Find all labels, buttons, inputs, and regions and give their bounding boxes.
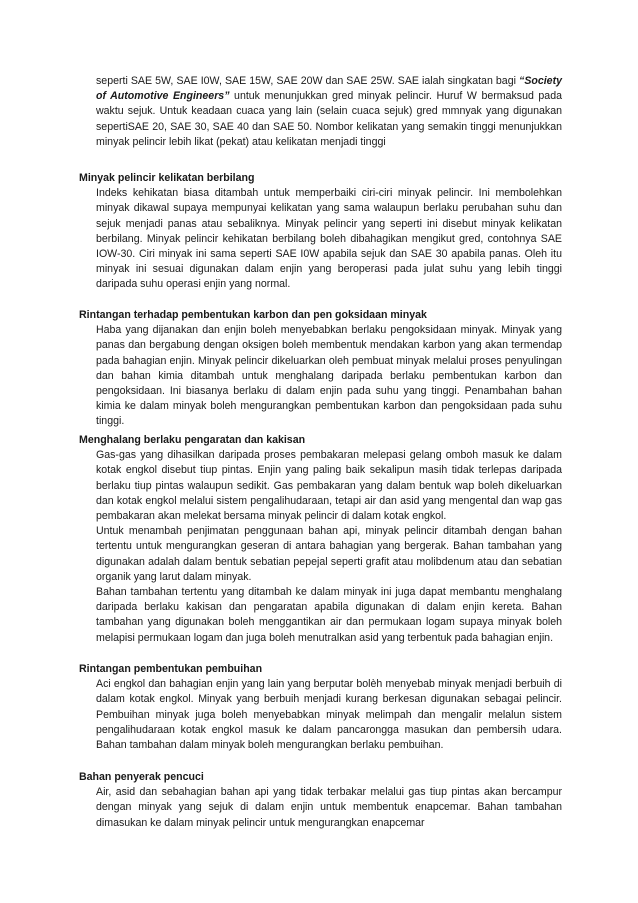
section-paragraph: Gas-gas yang dihasilkan daripada proses pembakaran melepasi gelang omboh masuk ke dalam kotak engkol disebut tiup pintas. Enjin yang paling baik sekalipun masih tidak terlepas daripada berlaku tiup pintas walaupun sedikit. Gas pembakaran yang dalam bentuk wap boleh dikeluarkan dan kotak engkol melalui sistem pengalihudaraan, tetapi air dan asid yang mengental dan wap gas pembakaran akan melekat bersama minyak pelincir di dalam kotak engkol. [96, 449, 562, 523]
section-paragraph: Untuk menambah penjimatan penggunaan bahan api, minyak pelincir ditambah dengan bahan tertentu untuk mengurangkan geseran di antara bahagian yang bergerak. Bahan tambahan yang digunakan adalah dalam bentuk sebatian pepejal seperti grafit atau molibdenum atau dan sebatian organik yang larut dalam minyak. [96, 525, 562, 583]
section-heading: Rintangan terhadap pembentukan karbon dan pen goksidaan minyak [79, 309, 427, 321]
intro-text [96, 74, 562, 150]
section-heading: Bahan penyerak pencuci [79, 771, 204, 783]
section-paragraph: Haba yang dijanakan dan enjin boleh menyebabkan berlaku pengoksidaan minyak. Minyak yang panas dan bergabung dengan oksigen boleh membentuk mendakan karbon yang akan termendap pada bahagian enjin. Minyak pelincir dikeluarkan oleh pembuat minyak melalui proses penyulingan dan bahan kimia ditambah untuk menghalang daripada berlaku pembentukan karbon dan pengoksidaan. Ini biasanya berlaku di dalam enjin pada suhu yang tinggi. Penambahan bahan kimia ke dalam minyak boleh mengurangkan pembentukan karbon dan pengoksidaan pada suhu tinggi. [96, 324, 562, 428]
section-heading: Rintangan pembentukan pembuihan [79, 663, 263, 675]
section-rust-corrosion [79, 433, 562, 646]
section-foaming [79, 662, 562, 753]
section-heading: Menghalang berlaku pengaratan dan kakisan [79, 434, 306, 446]
section-paragraph: Indeks kehikatan biasa ditambah untuk memperbaiki ciri-ciri minyak pelincir. Ini membolehkan minyak dikawal supaya mempunyai kelikatan yang sama walaupun berlaku perubahan suhu dan sejuk menjadi panas atau sebaliknya. Minyak pelincir yang seperti ini disebut minyak kelikatan berbilang. Minyak pelincir kehikatan berbilang boleh dibahagikan mengikut gred, contohnya SAE IOW-30. Ciri minyak ini sama seperti SAE I0W apabila sejuk dan SAE 30 apabila panas. Oleh itu minyak ini sesuai digunakan dalam enjin yang beroperasi pada julat suhu yang lebih tinggi daripada suhu operasi enjin yang normal. [96, 187, 562, 291]
section-paragraph: Bahan tambahan tertentu yang ditambah ke dalam minyak ini juga dapat membantu menghalang daripada berlaku kakisan dan pengaratan apabila digunakan di dalam enjin kereta. Bahan tambahan yang digunakan boleh menggantikan air dan permukaan logam supaya minyak boleh melapisi permukaan logam dan juga boleh menutralkan asid yang terbentuk pada bahagian enjin. [96, 586, 562, 644]
section-paragraph: Air, asid dan sebahagian bahan api yang tidak terbakar melalui gas tiup pintas akan bercampur dengan minyak yang sejuk di dalam enjin untuk membentuk enapcemar. Bahan tambahan dimasukan ke dalam minyak pelincir untuk mengurangkan enapcemar [96, 786, 562, 829]
section-multigrade-oil [79, 171, 562, 293]
section-heading: Minyak pelincir kelikatan berbilang [79, 172, 255, 184]
intro-text-part-b: untuk menunjukkan gred minyak pelincir. Huruf W bermaksud pada waktu sejuk. Untuk keadaan cuaca yang lain (selain cuaca sejuk) gred mmnyak yang digunakan sepertiSAE 20, SAE 30, SAE 40 dan SAE 50. Nombor kelikatan yang semakin tinggi menunjukkan minyak pelincir lebih likat (pekat) atau kelikatan menjadi tinggi [96, 90, 562, 148]
intro-text-part-a: seperti SAE 5W, SAE I0W, SAE 15W, SAE 20W dan SAE 25W. SAE ialah singkatan bagi [96, 75, 520, 87]
intro-paragraph [96, 74, 562, 150]
section-paragraph: Aci engkol dan bahagian enjin yang lain yang berputar bolèh menyebab minyak menjadi berbuih di dalam kotak engkol. Minyak yang berbuih menjadi kurang berkesan digunakan sebagai pelincir. Pembuihan minyak juga boleh menyebabkan minyak melimpah dan mengalir melalun sistem pengalihudaraan kotak engkol masuk ke dalam pancarongga masukan dan pembersih udara. Bahan tambahan dalam minyak boleh mengurangkan berlaku pembuihan. [96, 678, 562, 752]
sae-full-name: “Society of Automotive Engineers” [96, 75, 562, 103]
section-detergent-dispersant [79, 770, 562, 831]
section-carbon-oxidation [79, 308, 562, 430]
